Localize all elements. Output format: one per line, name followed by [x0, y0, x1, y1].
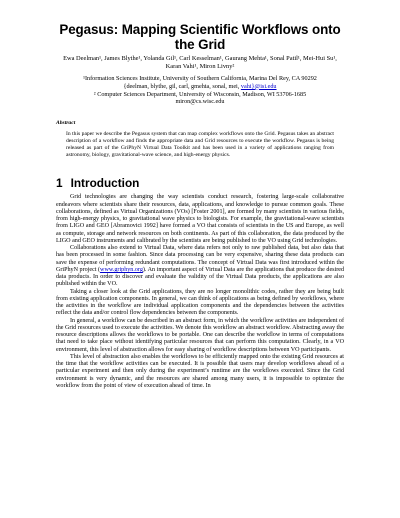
- affiliation-isi: [56, 75, 344, 90]
- paragraph-2-text-b: ). An important aspect of Virtual Data are the applications that produce the desired data products. In order to discover and evaluate the validity of the Virtual Data products, the applications are also published within the VO.: [56, 266, 344, 288]
- affiliation-wisc-email: miron@cs.wisc.edu: [175, 98, 225, 106]
- abstract-heading: Abstract: [56, 119, 76, 126]
- paper-title: Pegasus: Mapping Scientific Workflows onto the Grid: [59, 22, 341, 52]
- griphyn-link[interactable]: www.griphyn.org: [100, 266, 143, 273]
- affiliation-wisc: [56, 91, 344, 106]
- paragraph-3: Taking a closer look at the Grid applications, they are no longer monolithic codes, rather they are being built from existing application components. In general, we can think of applications as being defined by workflows, where the activities in the workflow are individual application components and the dependencies between the activities reflect the data and/or control flow dependencies between the components.: [56, 288, 344, 317]
- author-list: [56, 55, 344, 70]
- section-heading: [56, 176, 344, 190]
- paragraph-2: [56, 245, 344, 289]
- affiliation-isi-emails: [56, 83, 344, 90]
- affiliation-wisc-address: ² Computer Sciences Department, University of Wisconsin, Madison, WI 53706-1685: [93, 91, 307, 98]
- abstract-text: In this paper we describe the Pegasus system that can map complex workflows onto the Grid. Pegasus takes an abstract description of a workflow and finds the appropriate data and Grid resources to execute the workflow. Pegasus is being released as part of the GriPhyN Virtual Data Toolkit and has been used in a variety of applications ranging from astronomy, biology, gravitational-wave science, and high-energy physics.: [66, 130, 334, 158]
- paragraph-1: Grid technologies are changing the way scientists conduct research, fostering large-scale collaborative endeavors where scientists share their resources, data, applications, and knowledge to pursue common goals. These collaborations, defined as Virtual Organizations (VOs) [Foster 2001], are formed by many scientists in various fields, from high-energy physics, to gravitational wave physics to biologists. For example, the gravitational-wave scientists from LIGO and GEO [Abramovici 1992] have formed a VO that consists of scientists in the US and Europe, as well as compute, storage and network resources on both continents. As part of this collaboration, the data produced by the LIGO and GEO instruments and calibrated by the scientists are being published to the VO using Grid technologies.: [56, 194, 344, 244]
- paragraph-2-text-a: Collaborations also extend to Virtual Data, where data refers not only to raw published data, but also data that has been processed in some fashion. Since data processing can be very expensive, sharing these data products can save the expense of performing redundant computations. The concept of Virtual Data was first introduced within the GriPhyN project (: [56, 245, 344, 273]
- section-number: 1: [56, 176, 63, 191]
- paragraph-5: This level of abstraction also enables the workflows to be efficiently mapped onto the existing Grid resources at the time that the workflow activities can be executed. It is possible that users may develop workflows ahead of a particular experiment and then only during the experiment’s runtime are the workflows executed. Since the Grid environment is very dynamic, and the resources are shared among many users, it is impossible to optimize the workflow from the point of view of execution ahead of time. In: [56, 353, 344, 389]
- affiliation-isi-emails-text: {deelman, blythe, gil, carl, gmehta, sonal, mei,: [123, 82, 241, 90]
- authors-line-1: Ewa Deelman¹, James Blythe¹, Yolanda Gil¹, Carl Kesselman¹, Gaurang Mehta¹, Sonal Patil¹, Mei-Hui Su¹,: [63, 55, 337, 62]
- section-title: Introduction: [70, 176, 140, 191]
- affiliation-isi-address: ¹Information Sciences Institute, University of Southern California, Marina Del Rey, CA 90292: [83, 75, 317, 83]
- isi-email-link[interactable]: vahi}@isi.edu: [240, 82, 277, 90]
- paragraph-4: In general, a workflow can be described in an abstract form, in which the workflow activities are independent of the Grid resources used to execute the activities. We denote this workflow an abstract workflow. Abstracting away the resource descriptions allows the workflows to be portable. One can describe the workflow in terms of computations that need to take place without identifying particular resources that can perform this computation. Clearly, in a VO environment, this level of abstraction allows for easy sharing of workflow descriptions between VO participants.: [56, 317, 344, 353]
- authors-line-2: Karan Vahi¹, Miron Livny²: [165, 62, 235, 70]
